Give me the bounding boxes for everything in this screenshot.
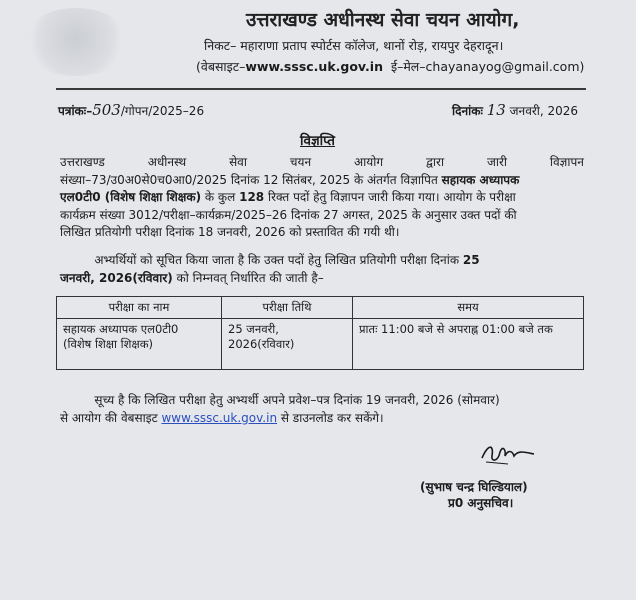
column-header-exam-date: परीक्षा तिथि [222,297,353,319]
vacancy-count: 128 [239,190,265,204]
text: रिक्त पदों हेतु विज्ञापन जारी किया गया। आयोग के परीक्षा [264,190,516,204]
word: सेवा [229,155,247,169]
para1-line5: लिखित प्रतियोगी परीक्षा दिनांक 18 जनवरी, 2026 को प्रस्तावित की गयी थी। [60,225,400,239]
para1-line2 [60,172,584,190]
text: के कुल [201,190,240,204]
signature-image [478,440,538,468]
cell-exam-name [57,319,222,370]
cell-exam-date: 25 जनवरी, 2026(रविवार) [222,319,353,370]
text: सूच्य है कि लिखित परीक्षा हेतु अभ्यर्थी अपने प्रवेश–पत्र दिनांक 19 जनवरी, 2026 (सोमवार) [94,393,500,407]
signatory-designation: प्र0 अनुसचिव। [448,496,514,510]
word: चयन [289,155,312,169]
header-divider [56,88,586,90]
ref-label: पत्रांकः– [58,104,93,118]
organization-name: उत्तराखण्ड अधीनस्थ सेवा चयन आयोग, [246,9,520,31]
ref-suffix: /गोपन/2025–26 [120,104,205,118]
para3-line2 [60,410,584,428]
text: अभ्यर्थियों को सूचित किया जाता है कि उक्त पदों हेतु लिखित प्रतियोगी परीक्षा दिनांक [94,253,463,267]
date-rest: जनवरी, 2026 [509,104,579,118]
word: अधीनस्थ [147,155,187,169]
exam-schedule-table [56,296,584,370]
reference-number [58,101,204,119]
exam-name-line1: सहायक अध्यापक एल0टी0 [63,322,179,336]
post-name: सहायक अध्यापक [441,172,520,187]
para1-line3 [60,189,584,207]
para1-line1 [60,154,584,172]
word: विज्ञापन [549,155,584,169]
column-header-time: समय [353,297,584,319]
text: से आयोग की वेबसाइट [60,410,162,425]
signatory-name: (सुभाष चन्द्र घिल्डियाल) [420,480,528,494]
table-row [57,319,584,370]
paragraph-exam-date [60,252,584,287]
word: द्वारा [426,155,445,169]
website-link[interactable]: www.sssc.uk.gov.in [161,410,278,425]
organization-address: निकट– महाराणा प्रताप स्पोर्टस कॉलेज, थानों रोड़, रायपुर देहरादून। [204,38,504,53]
contact-line [196,58,584,75]
email-label: ई–मेल– [390,59,426,74]
notice-title: विज्ञप्ति [300,133,336,149]
commission-emblem-watermark [22,8,130,76]
date-day-handwritten: 13 [486,101,506,119]
text: से डाउनलोड कर सकेंगे। [277,410,384,425]
website-link[interactable]: www.sssc.uk.gov.in [245,59,383,74]
table-header-row [57,297,584,319]
paragraph-advertisement [60,154,584,242]
cell-exam-time: प्रातः 11:00 बजे से अपराह्न 01:00 बजे तक [353,319,584,370]
ref-number-handwritten: 503 [92,101,121,119]
para3-line1 [60,392,584,410]
paragraph-admit-card [60,392,584,427]
text: संख्या–73/उ0अ0से0च0आ0/2025 दिनांक 12 सितंबर, 2025 के अंतर्गत विज्ञापित [60,172,442,187]
exam-day: 25 [462,253,480,267]
para1-line4: कार्यक्रम संख्या 3012/परीक्षा–कार्यक्रम/2025–26 दिनांक 27 अगस्त, 2025 के अनुसार उक्त पदों की [60,207,517,222]
word: जारी [486,155,507,169]
website-label: (वेबसाइट– [196,59,246,74]
text: को निम्नवत् निर्धारित की जाती है– [172,270,324,285]
word: उत्तराखण्ड [60,155,105,169]
post-name-cont: एल0टी0 (विशेष शिक्षा शिक्षक) [60,190,202,204]
date-label: दिनांकः [452,104,483,118]
exam-month-year: जनवरी, 2026(रविवार) [60,270,173,285]
exam-name-line2: (विशेष शिक्षा शिक्षक) [63,337,154,351]
para2-line1 [60,252,584,270]
issue-date [452,101,578,119]
email-address[interactable]: chayanayog@gmail.com) [425,59,585,74]
para2-line2 [60,270,584,288]
column-header-exam-name: परीक्षा का नाम [57,297,222,319]
word: आयोग [354,155,384,169]
